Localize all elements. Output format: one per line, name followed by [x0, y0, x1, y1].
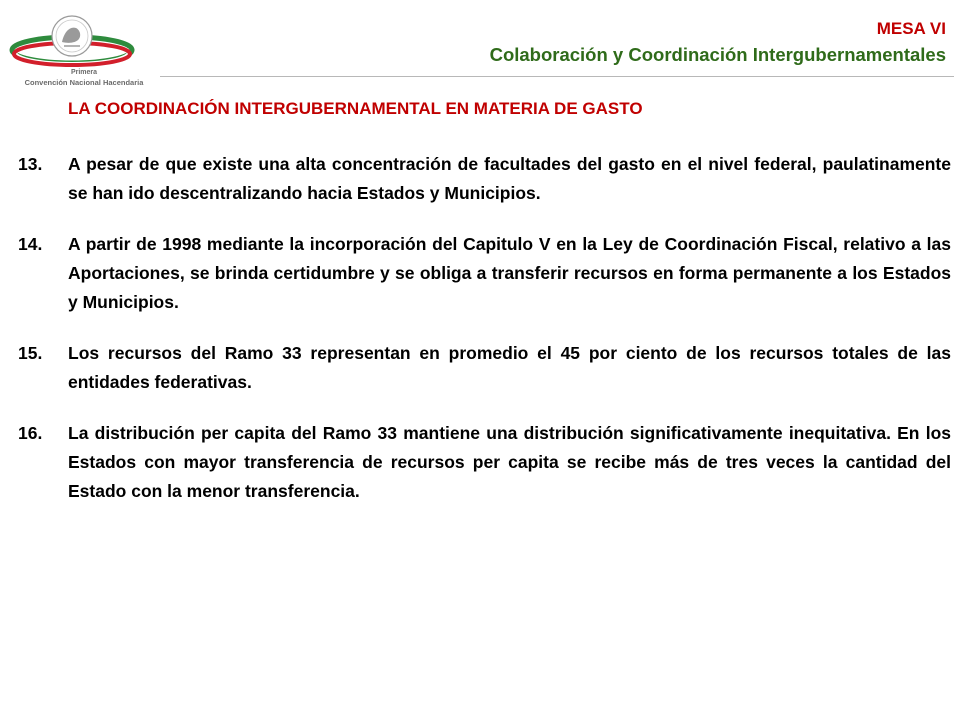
item-text: A pesar de que existe una alta concentración de facultades del gasto en el nivel federal, paulatinamente se han ido descentralizando hacia Estados y Municipios.	[68, 154, 951, 203]
item-number: 14.	[18, 234, 43, 254]
section-title: LA COORDINACIÓN INTERGUBERNAMENTAL EN MATERIA DE GASTO	[68, 99, 643, 118]
item-text: La distribución per capita del Ramo 33 mantiene una distribución significativamente inequitativa. En los Estados con mayor transferencia de recursos per capita se recibe más de tres veces la cantidad del Estado con la menor transferencia.	[68, 423, 951, 501]
item-number: 13.	[18, 154, 43, 174]
item-number: 15.	[18, 343, 43, 363]
list-item	[18, 150, 951, 208]
mesa-label: MESA VI	[876, 19, 946, 38]
item-text: Los recursos del Ramo 33 representan en promedio el 45 por ciento de los recursos totales de las entidades federativas.	[68, 343, 951, 392]
numbered-list	[18, 150, 951, 528]
logo-line-convencion: Convención Nacional Hacendaria	[24, 78, 144, 87]
slide-header	[490, 18, 946, 68]
item-text: A partir de 1998 mediante la incorporación del Capitulo V en la Ley de Coordinación Fiscal, relativo a las Aportaciones, se brinda certidumbre y se obliga a transferir recursos en forma permanente a los Estados y Municipios.	[68, 234, 951, 312]
list-item	[18, 230, 951, 317]
header-divider	[160, 76, 954, 77]
convention-logo	[4, 10, 164, 94]
eagle-seal-icon	[4, 10, 164, 70]
mesa-subtitle: Colaboración y Coordinación Intergubernamentales	[489, 44, 946, 65]
item-number: 16.	[18, 423, 43, 443]
list-item	[18, 419, 951, 506]
list-item	[18, 339, 951, 397]
logo-line-primera: Primera	[70, 69, 98, 76]
